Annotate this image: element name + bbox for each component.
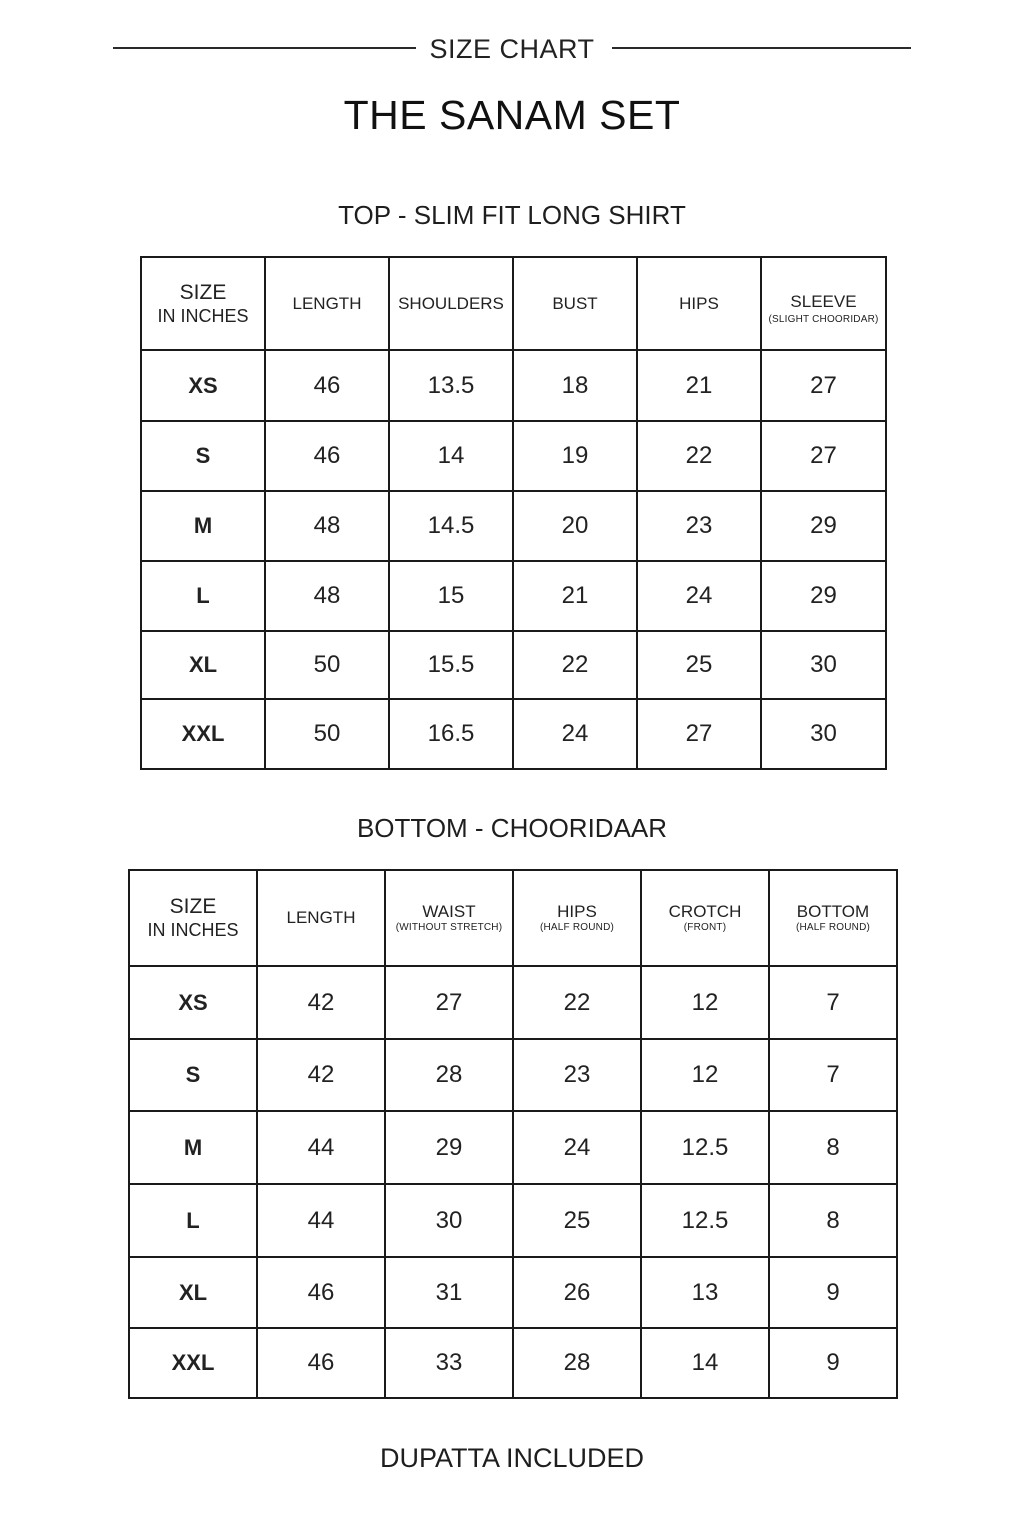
value-cell: 21	[637, 350, 761, 421]
column-header-label: HIPS	[679, 293, 719, 313]
value-cell: 25	[637, 631, 761, 699]
column-header	[513, 257, 637, 350]
value-cell: 46	[265, 421, 389, 491]
table-row	[129, 1257, 897, 1328]
value-cell: 27	[385, 966, 513, 1039]
table-row	[129, 1111, 897, 1184]
value-cell: 24	[513, 699, 637, 769]
size-cell: M	[141, 491, 265, 561]
table-row	[141, 491, 886, 561]
value-cell: 14	[641, 1328, 769, 1398]
size-cell: XXL	[129, 1328, 257, 1398]
column-header-label: HIPS	[557, 902, 597, 921]
value-cell: 12.5	[641, 1184, 769, 1257]
value-cell: 42	[257, 1039, 385, 1111]
table-row	[141, 421, 886, 491]
size-cell: XS	[141, 350, 265, 421]
value-cell: 42	[257, 966, 385, 1039]
value-cell: 33	[385, 1328, 513, 1398]
value-cell: 50	[265, 631, 389, 699]
value-cell: 16.5	[389, 699, 513, 769]
size-chart-label: SIZE CHART	[429, 34, 595, 64]
column-header-label: BOTTOM	[796, 902, 870, 921]
column-header-label: BUST	[552, 293, 598, 313]
column-header	[265, 257, 389, 350]
value-cell: 13	[641, 1257, 769, 1328]
value-cell: 29	[761, 491, 886, 561]
top-section-title: TOP - SLIM FIT LONG SHIRT	[338, 200, 686, 230]
value-cell: 7	[769, 966, 897, 1039]
value-cell: 22	[513, 966, 641, 1039]
column-header-sub: (FRONT)	[683, 922, 727, 933]
bottom-size-table	[128, 869, 898, 1399]
value-cell: 48	[265, 561, 389, 631]
size-header-label: SIZE	[169, 895, 217, 918]
column-header-sub: (HALF ROUND)	[539, 922, 615, 933]
table-row	[129, 1039, 897, 1111]
column-header-label: LENGTH	[292, 293, 362, 313]
size-header-cell	[129, 870, 257, 966]
value-cell: 27	[637, 699, 761, 769]
value-cell: 48	[265, 491, 389, 561]
value-cell: 15	[389, 561, 513, 631]
size-cell: XL	[141, 631, 265, 699]
column-header	[257, 870, 385, 966]
table-header-row	[129, 870, 897, 966]
value-cell: 15.5	[389, 631, 513, 699]
size-header-unit: IN INCHES	[157, 305, 249, 326]
size-cell: XL	[129, 1257, 257, 1328]
column-header-label: CROTCH	[668, 902, 742, 921]
column-header	[769, 870, 897, 966]
table-row	[129, 1328, 897, 1398]
value-cell: 22	[637, 421, 761, 491]
value-cell: 50	[265, 699, 389, 769]
value-cell: 46	[257, 1328, 385, 1398]
value-cell: 30	[761, 631, 886, 699]
value-cell: 9	[769, 1328, 897, 1398]
value-cell: 44	[257, 1111, 385, 1184]
column-header-label: SHOULDERS	[398, 293, 504, 313]
value-cell: 24	[513, 1111, 641, 1184]
value-cell: 12	[641, 966, 769, 1039]
value-cell: 30	[761, 699, 886, 769]
value-cell: 22	[513, 631, 637, 699]
value-cell: 18	[513, 350, 637, 421]
table-row	[129, 966, 897, 1039]
size-header-label: SIZE	[179, 280, 227, 304]
bottom-section-title: BOTTOM - CHOORIDAAR	[356, 813, 668, 843]
value-cell: 12.5	[641, 1111, 769, 1184]
value-cell: 23	[637, 491, 761, 561]
value-cell: 31	[385, 1257, 513, 1328]
table-row	[129, 1184, 897, 1257]
column-header	[389, 257, 513, 350]
column-header	[385, 870, 513, 966]
size-cell: S	[141, 421, 265, 491]
size-cell: L	[141, 561, 265, 631]
column-header-label: WAIST	[422, 902, 476, 921]
value-cell: 21	[513, 561, 637, 631]
size-cell: L	[129, 1184, 257, 1257]
table-row	[141, 699, 886, 769]
value-cell: 19	[513, 421, 637, 491]
table-header-row	[141, 257, 886, 350]
value-cell: 29	[761, 561, 886, 631]
table-row	[141, 561, 886, 631]
column-header	[761, 257, 886, 350]
value-cell: 7	[769, 1039, 897, 1111]
size-header-cell	[141, 257, 265, 350]
value-cell: 24	[637, 561, 761, 631]
column-header-sub: (SLIGHT CHOORIDAR)	[768, 313, 879, 325]
value-cell: 46	[265, 350, 389, 421]
size-cell: XXL	[141, 699, 265, 769]
column-header-label: LENGTH	[286, 908, 356, 927]
column-header-label: SLEEVE	[790, 291, 857, 311]
value-cell: 12	[641, 1039, 769, 1111]
value-cell: 46	[257, 1257, 385, 1328]
value-cell: 26	[513, 1257, 641, 1328]
size-cell: M	[129, 1111, 257, 1184]
table-row	[141, 631, 886, 699]
top-size-table	[140, 256, 887, 770]
value-cell: 14	[389, 421, 513, 491]
value-cell: 28	[385, 1039, 513, 1111]
size-cell: XS	[129, 966, 257, 1039]
column-header	[513, 870, 641, 966]
dupatta-note: DUPATTA INCLUDED	[379, 1443, 645, 1473]
value-cell: 30	[385, 1184, 513, 1257]
value-cell: 29	[385, 1111, 513, 1184]
column-header-sub: (WITHOUT STRETCH)	[395, 922, 503, 933]
column-header	[637, 257, 761, 350]
value-cell: 28	[513, 1328, 641, 1398]
value-cell: 27	[761, 421, 886, 491]
value-cell: 20	[513, 491, 637, 561]
table-row	[141, 350, 886, 421]
value-cell: 8	[769, 1184, 897, 1257]
page-title: THE SANAM SET	[343, 92, 681, 138]
value-cell: 8	[769, 1111, 897, 1184]
column-header	[641, 870, 769, 966]
value-cell: 13.5	[389, 350, 513, 421]
value-cell: 25	[513, 1184, 641, 1257]
value-cell: 23	[513, 1039, 641, 1111]
column-header-sub: (HALF ROUND)	[795, 922, 871, 933]
value-cell: 27	[761, 350, 886, 421]
size-header-unit: IN INCHES	[147, 920, 239, 940]
size-cell: S	[129, 1039, 257, 1111]
value-cell: 14.5	[389, 491, 513, 561]
value-cell: 9	[769, 1257, 897, 1328]
value-cell: 44	[257, 1184, 385, 1257]
